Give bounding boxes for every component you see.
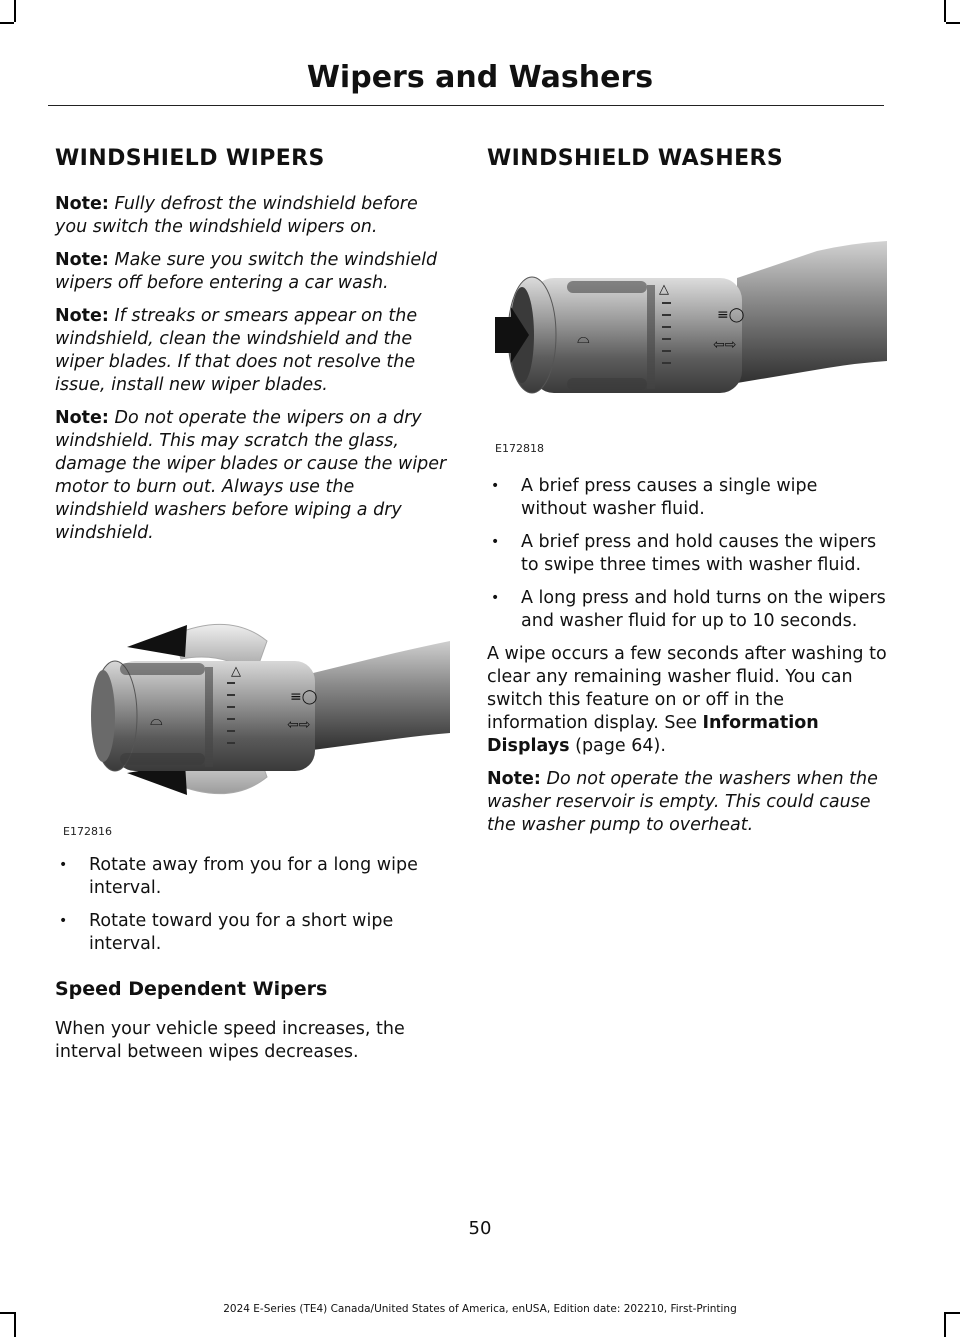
svg-text:⌓: ⌓ bbox=[150, 710, 163, 729]
right-column bbox=[487, 138, 887, 847]
crop-mark bbox=[0, 22, 14, 24]
figure-id-label: E172818 bbox=[495, 442, 544, 455]
washer-press-list bbox=[487, 475, 887, 633]
note-text: Fully defrost the windshield before you switch the windshield wipers on. bbox=[55, 194, 418, 237]
note-paragraph bbox=[55, 193, 450, 239]
svg-text:⇦⇨: ⇦⇨ bbox=[287, 717, 311, 733]
note-text: If streaks or smears appear on the windshield, clean the windshield and the wiper blades. If that does not resolve the issue, install new wiper blades. bbox=[55, 306, 418, 395]
note-label: Note: bbox=[55, 408, 109, 428]
note-paragraph bbox=[55, 249, 450, 295]
subheading-speed-dependent-wipers: Speed Dependent Wipers bbox=[55, 978, 328, 1000]
list-item: • Rotate away from you for a long wipe interval. bbox=[55, 854, 450, 900]
footer-edition-text: 2024 E-Series (TE4) Canada/United States of America, enUSA, Edition date: 202210, First-Printing bbox=[223, 1303, 737, 1315]
page-header-title: Wipers and Washers bbox=[306, 60, 654, 95]
washer-stalk-press-figure bbox=[487, 193, 887, 455]
crop-mark bbox=[944, 1312, 946, 1337]
paragraph-text: A wipe occurs a few seconds after washing to clear any remaining washer fluid. You can switch this feature on or off in the information display. See bbox=[487, 644, 887, 733]
header-rule bbox=[48, 105, 884, 106]
wiper-stalk-rotate-figure bbox=[55, 583, 450, 838]
washer-stalk-illustration bbox=[487, 193, 887, 435]
note-paragraph bbox=[55, 407, 450, 545]
crop-mark bbox=[944, 0, 946, 22]
crop-mark bbox=[946, 22, 960, 24]
svg-text:△: △ bbox=[659, 282, 669, 297]
wiper-stalk-illustration bbox=[55, 583, 450, 818]
list-item: • Rotate toward you for a short wipe interval. bbox=[55, 910, 450, 956]
page-reference: (page 64). bbox=[569, 736, 666, 756]
svg-text:≡◯: ≡◯ bbox=[717, 307, 745, 323]
left-column bbox=[55, 138, 450, 1074]
svg-text:△: △ bbox=[231, 664, 241, 679]
list-item: • A brief press and hold causes the wipers to swipe three times with washer fluid. bbox=[487, 531, 887, 577]
crop-mark bbox=[14, 1312, 16, 1337]
speed-dependent-paragraph: When your vehicle speed increases, the interval between wipes decreases. bbox=[55, 1019, 405, 1062]
note-label: Note: bbox=[55, 250, 109, 270]
list-item: • A long press and hold turns on the wipers and washer fluid for up to 10 seconds. bbox=[487, 587, 887, 633]
note-text: Do not operate the washers when the washer reservoir is empty. This could cause the washer pump to overheat. bbox=[487, 769, 878, 835]
note-label: Note: bbox=[55, 194, 109, 214]
note-paragraph bbox=[487, 768, 887, 837]
svg-text:⇦⇨: ⇦⇨ bbox=[713, 337, 737, 353]
note-paragraph bbox=[55, 305, 450, 397]
note-text: Make sure you switch the windshield wipers off before entering a car wash. bbox=[55, 250, 438, 293]
note-text: Do not operate the wipers on a dry windshield. This may scratch the glass, damage the wiper blades or cause the wiper motor to burn out. Always use the windshield washers before wiping a dry windshield. bbox=[55, 408, 447, 543]
svg-text:⌓: ⌓ bbox=[577, 328, 590, 347]
information-displays-link[interactable]: Information Displays bbox=[487, 713, 819, 756]
figure-id-label: E172816 bbox=[63, 825, 112, 838]
note-label: Note: bbox=[487, 769, 541, 789]
section-heading-washers: WINDSHIELD WASHERS bbox=[487, 146, 784, 171]
svg-text:≡◯: ≡◯ bbox=[290, 689, 318, 705]
list-item: • A brief press causes a single wipe without washer fluid. bbox=[487, 475, 887, 521]
crop-mark bbox=[14, 0, 16, 22]
washer-info-paragraph bbox=[487, 643, 887, 758]
page-number: 50 bbox=[468, 1218, 492, 1239]
section-heading-wipers: WINDSHIELD WIPERS bbox=[55, 146, 325, 171]
wiper-rotation-list bbox=[55, 854, 450, 956]
note-label: Note: bbox=[55, 306, 109, 326]
